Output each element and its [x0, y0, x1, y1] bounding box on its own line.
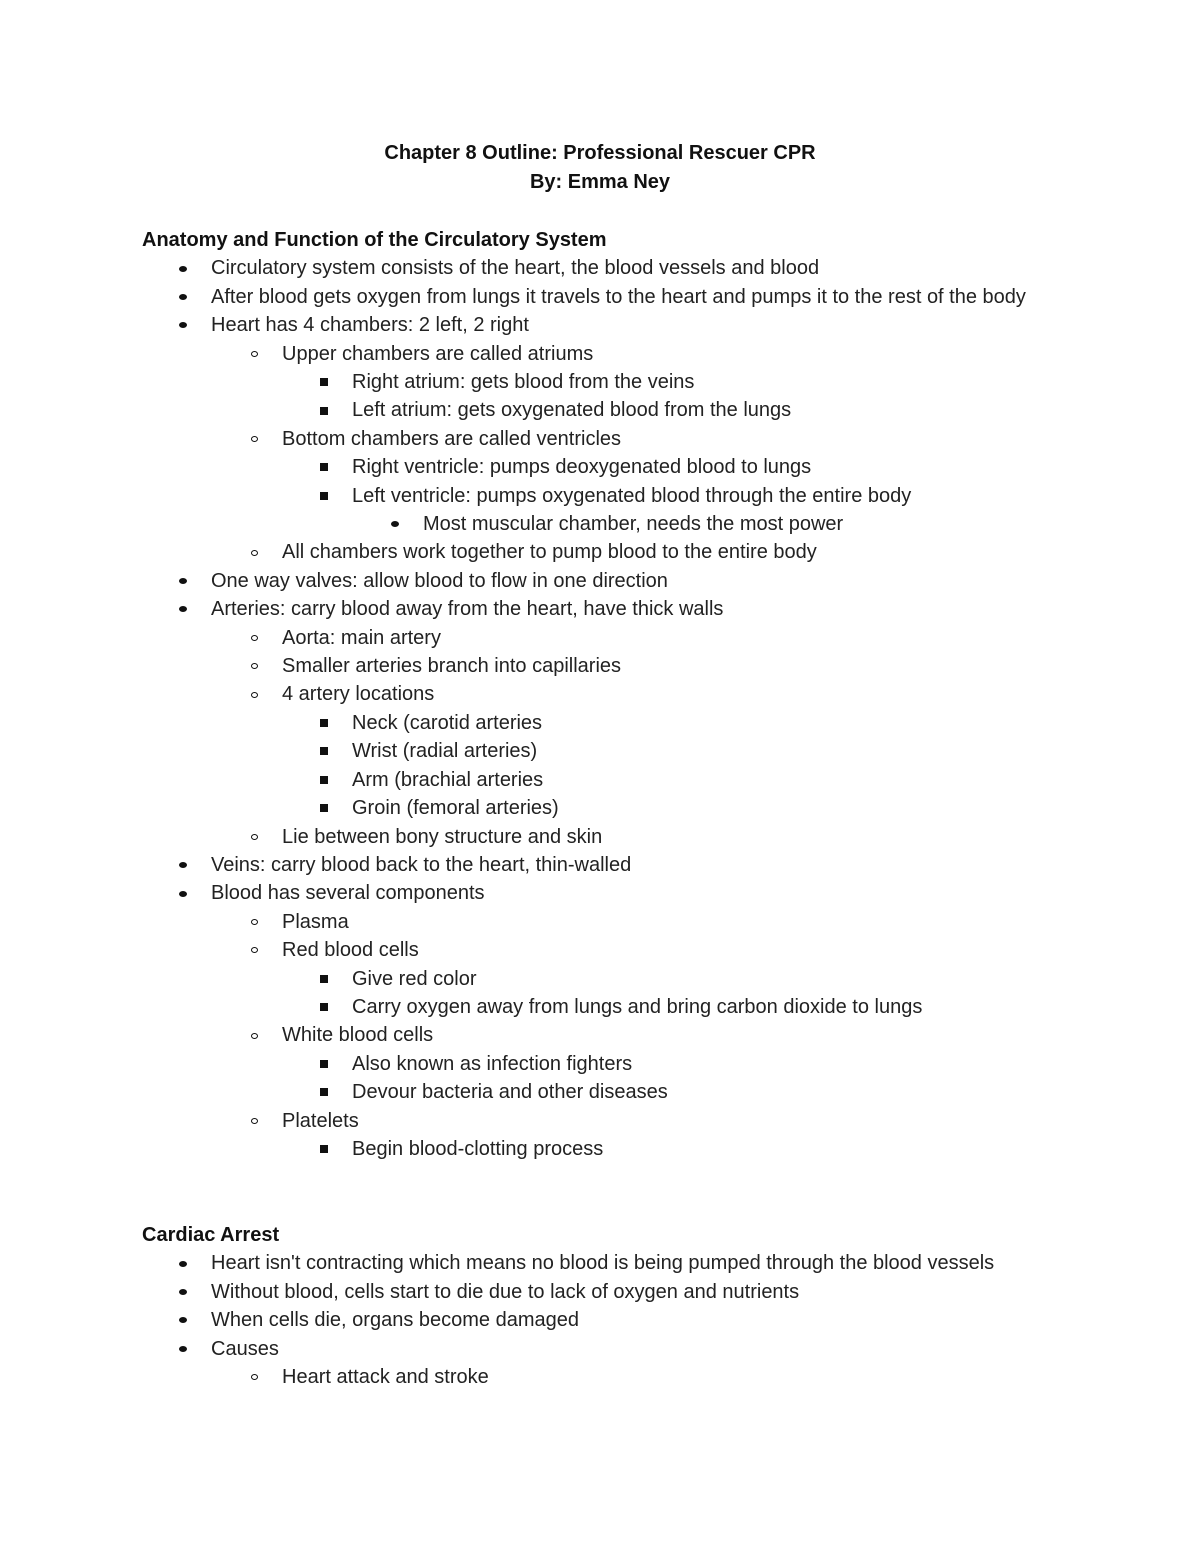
list-item-text: Heart has 4 chambers: 2 left, 2 right	[211, 314, 529, 337]
filled-circle-bullet-icon	[388, 510, 402, 538]
list-item-text: Blood has several components	[211, 882, 485, 905]
hollow-circle-bullet-icon	[247, 1107, 261, 1135]
list-item-text: Smaller arteries branch into capillaries	[282, 655, 622, 678]
list-item-text: Veins: carry blood back to the heart, thin-walled	[211, 853, 632, 876]
list-item-text: Plasma	[282, 910, 349, 933]
list-item-text: Wrist (radial arteries)	[352, 740, 538, 763]
list-item	[142, 396, 1102, 424]
hollow-circle-bullet-icon	[247, 624, 261, 652]
list-item-text: Arteries: carry blood away from the heart, have thick walls	[211, 598, 724, 621]
list-item-text: After blood gets oxygen from lungs it travels to the heart and pumps it to the rest of the body	[211, 285, 1026, 308]
list-item	[142, 1363, 1102, 1391]
section-heading: Anatomy and Function of the Circulatory System	[142, 229, 607, 251]
list-item	[142, 368, 1102, 396]
list-item-text: Carry oxygen away from lungs and bring carbon dioxide to lungs	[352, 995, 923, 1018]
list-item-text: Right ventricle: pumps deoxygenated blood to lungs	[352, 456, 812, 479]
list-item	[142, 425, 1102, 453]
list-item	[142, 936, 1102, 964]
list-item-text: Also known as infection fighters	[352, 1052, 633, 1075]
filled-circle-bullet-icon	[176, 1249, 190, 1277]
filled-circle-bullet-icon	[176, 567, 190, 595]
filled-circle-bullet-icon	[176, 1306, 190, 1334]
list-item-text: Aorta: main artery	[282, 626, 441, 649]
hollow-circle-bullet-icon	[247, 1363, 261, 1391]
list-item-text: Causes	[211, 1337, 279, 1360]
hollow-circle-bullet-icon	[247, 936, 261, 964]
hollow-circle-bullet-icon	[247, 823, 261, 851]
list-item	[142, 1078, 1102, 1106]
list-item	[142, 624, 1102, 652]
list-item	[142, 879, 1102, 907]
list-item	[142, 1335, 1102, 1363]
list-item-text: Lie between bony structure and skin	[282, 825, 603, 848]
list-item-text: Heart attack and stroke	[282, 1366, 489, 1389]
list-item-text: Left atrium: gets oxygenated blood from the lungs	[352, 399, 792, 422]
list-item-text: 4 artery locations	[282, 683, 435, 706]
square-bullet-icon	[317, 766, 331, 794]
list-item	[142, 823, 1102, 851]
filled-circle-bullet-icon	[176, 595, 190, 623]
list-item	[142, 1050, 1102, 1078]
list-item-text: All chambers work together to pump blood to the entire body	[282, 541, 817, 564]
hollow-circle-bullet-icon	[247, 908, 261, 936]
list-item-text: Devour bacteria and other diseases	[352, 1081, 668, 1104]
list-item-text: Platelets	[282, 1109, 359, 1132]
list-item-text: Heart isn't contracting which means no blood is being pumped through the blood vessels	[211, 1252, 995, 1275]
list-item	[142, 709, 1102, 737]
list-item	[142, 482, 1102, 510]
list-item	[142, 595, 1102, 623]
square-bullet-icon	[317, 1135, 331, 1163]
hollow-circle-bullet-icon	[247, 652, 261, 680]
document-author: By: Emma Ney	[529, 170, 671, 193]
square-bullet-icon	[317, 709, 331, 737]
title-block	[0, 139, 1200, 196]
list-item-text: Red blood cells	[282, 939, 419, 962]
square-bullet-icon	[317, 794, 331, 822]
list-item-text: Without blood, cells start to die due to lack of oxygen and nutrients	[211, 1280, 800, 1303]
hollow-circle-bullet-icon	[247, 1021, 261, 1049]
hollow-circle-bullet-icon	[247, 340, 261, 368]
list-item-text: Most muscular chamber, needs the most power	[423, 513, 844, 536]
list-item-text: Upper chambers are called atriums	[282, 342, 594, 365]
hollow-circle-bullet-icon	[247, 538, 261, 566]
list-item-text: Begin blood-clotting process	[352, 1137, 604, 1160]
list-item-text: Right atrium: gets blood from the veins	[352, 371, 695, 394]
list-item	[142, 340, 1102, 368]
document-title: Chapter 8 Outline: Professional Rescuer CPR	[384, 142, 816, 164]
list-item	[142, 680, 1102, 708]
list-item-text: Left ventricle: pumps oxygenated blood through the entire body	[352, 484, 912, 507]
filled-circle-bullet-icon	[176, 1335, 190, 1363]
list-item-text: Groin (femoral arteries)	[352, 797, 559, 820]
list-item	[142, 567, 1102, 595]
list-item-text: Arm (brachial arteries	[352, 768, 544, 791]
list-item-text: One way valves: allow blood to flow in one direction	[211, 569, 668, 592]
list-item	[142, 652, 1102, 680]
square-bullet-icon	[317, 965, 331, 993]
list-item	[142, 1249, 1102, 1277]
list-item	[142, 1306, 1102, 1334]
filled-circle-bullet-icon	[176, 311, 190, 339]
list-item	[142, 1135, 1102, 1163]
section-cardiac-arrest	[142, 1221, 1102, 1391]
list-item	[142, 283, 1102, 311]
square-bullet-icon	[317, 737, 331, 765]
square-bullet-icon	[317, 453, 331, 481]
square-bullet-icon	[317, 1078, 331, 1106]
list-item	[142, 1021, 1102, 1049]
list-item	[142, 851, 1102, 879]
filled-circle-bullet-icon	[176, 879, 190, 907]
hollow-circle-bullet-icon	[247, 680, 261, 708]
list-item-text: White blood cells	[282, 1024, 434, 1047]
list-item-text: Give red color	[352, 967, 477, 990]
square-bullet-icon	[317, 993, 331, 1021]
list-item	[142, 1278, 1102, 1306]
list-item	[142, 737, 1102, 765]
list-item	[142, 538, 1102, 566]
list-item	[142, 993, 1102, 1021]
outline-list	[142, 254, 1102, 1163]
list-item	[142, 254, 1102, 282]
list-item	[142, 965, 1102, 993]
list-item	[142, 1107, 1102, 1135]
hollow-circle-bullet-icon	[247, 425, 261, 453]
filled-circle-bullet-icon	[176, 283, 190, 311]
filled-circle-bullet-icon	[176, 254, 190, 282]
outline-list	[142, 1249, 1102, 1391]
list-item	[142, 510, 1102, 538]
list-item	[142, 794, 1102, 822]
list-item-text: Neck (carotid arteries	[352, 711, 543, 734]
filled-circle-bullet-icon	[176, 851, 190, 879]
list-item-text: Circulatory system consists of the heart, the blood vessels and blood	[211, 257, 820, 280]
list-item	[142, 766, 1102, 794]
square-bullet-icon	[317, 368, 331, 396]
square-bullet-icon	[317, 482, 331, 510]
filled-circle-bullet-icon	[176, 1278, 190, 1306]
list-item-text: When cells die, organs become damaged	[211, 1309, 579, 1332]
section-anatomy	[142, 226, 1102, 1163]
list-item	[142, 908, 1102, 936]
list-item	[142, 311, 1102, 339]
list-item	[142, 453, 1102, 481]
section-heading: Cardiac Arrest	[142, 1224, 280, 1246]
square-bullet-icon	[317, 396, 331, 424]
list-item-text: Bottom chambers are called ventricles	[282, 427, 622, 450]
square-bullet-icon	[317, 1050, 331, 1078]
